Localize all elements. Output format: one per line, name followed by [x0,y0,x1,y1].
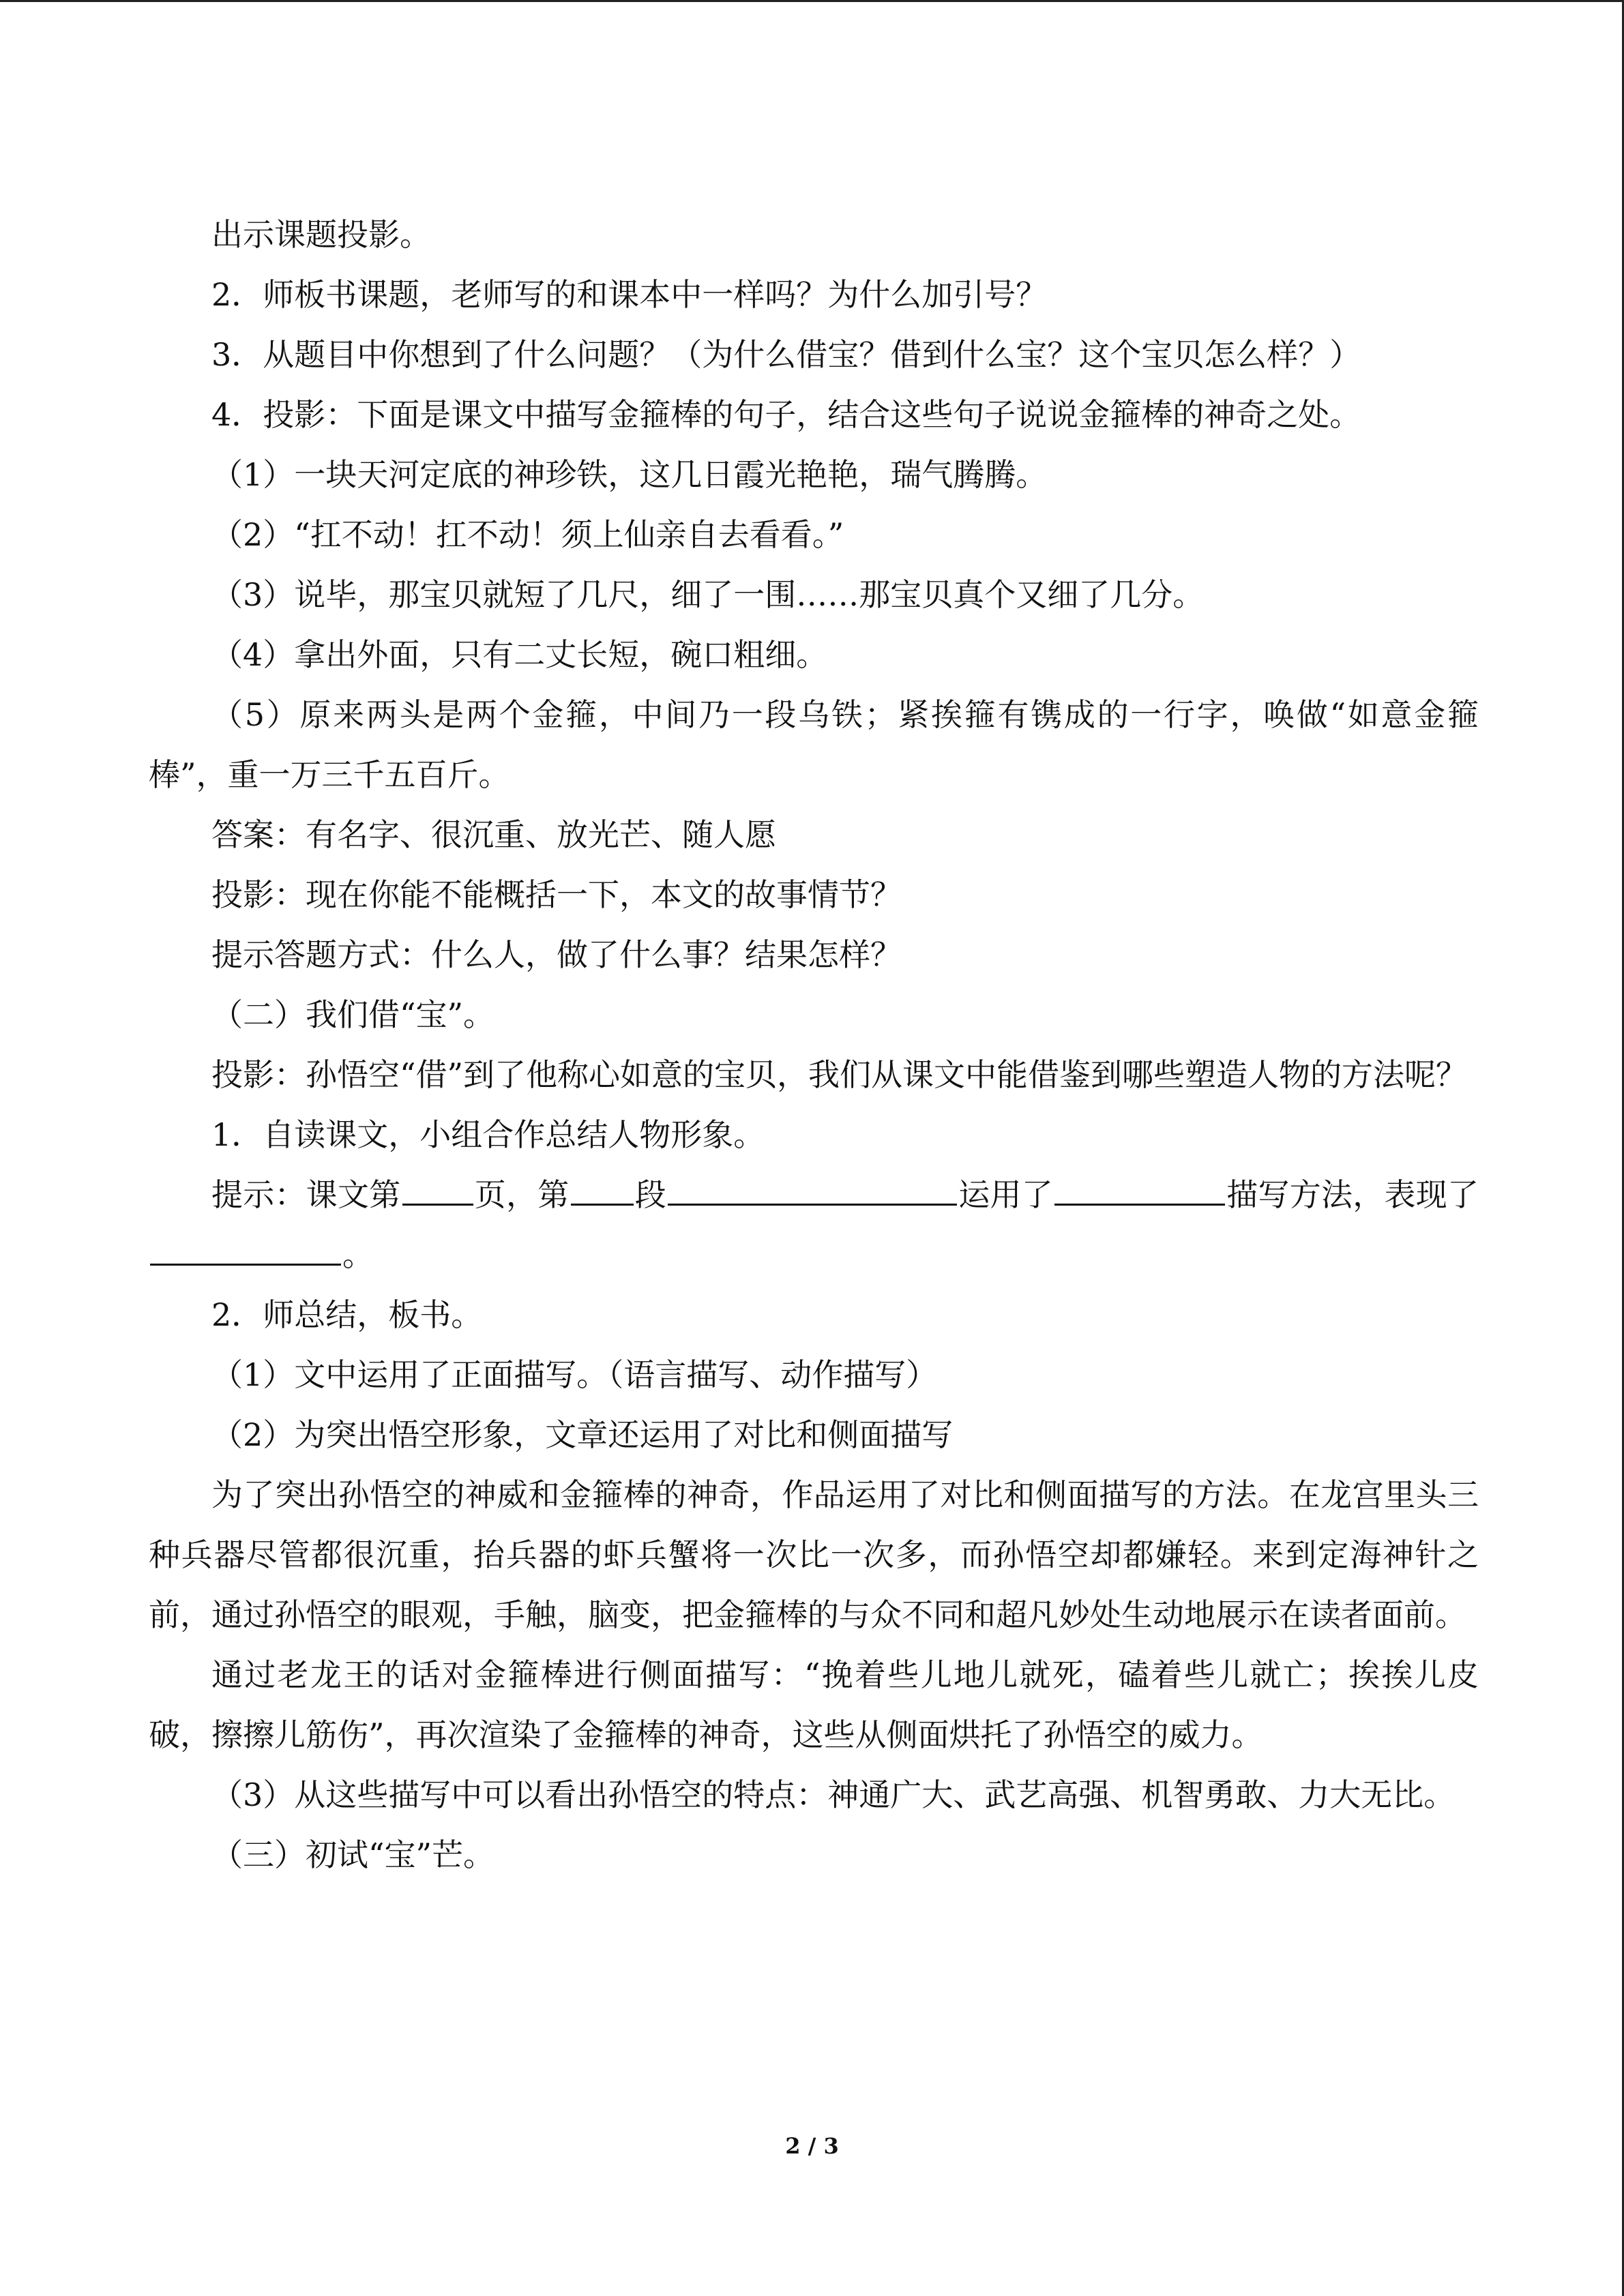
blank-line [402,1167,473,1206]
paragraph: 投影：孙悟空“借”到了他称心如意的宝贝，我们从课文中能借鉴到哪些塑造人物的方法呢？ [211,1056,1468,1093]
quote-item: （1）一块天河定底的神珍铁，这几日霞光艳艳，瑞气腾腾。 [211,456,1048,493]
paragraph: 2．师板书课题，老师写的和课本中一样吗？为什么加引号？ [211,276,1048,313]
document-body [149,205,1479,1885]
hint-text: 。 [342,1236,374,1273]
paragraph: （3）从这些描写中可以看出孙悟空的特点：神通广大、武艺高强、机智勇敢、力大无比。 [211,1776,1456,1813]
fill-in-hint [149,1165,1479,1285]
paragraph: 投影：现在你能不能概括一下，本文的故事情节？ [211,876,902,913]
paragraph: 通过老龙王的话对金箍棒进行侧面描写：“挽着些儿地儿就死，磕着些儿就亡；挨挨儿皮破，擦擦儿筋伤”，再次渲染了金箍棒的神奇，这些从侧面烘托了孙悟空的威力。 [149,1656,1479,1753]
quote-item: （4）拿出外面，只有二丈长短，碗口粗细。 [211,636,828,673]
paragraph: 出示课题投影。 [211,216,431,253]
section-heading: （三）初试“宝”芒。 [211,1836,495,1873]
paragraph: 为了突出孙悟空的神威和金箍棒的神奇，作品运用了对比和侧面描写的方法。在龙宫里头三种兵器尽管都很沉重，抬兵器的虾兵蟹将一次比一次多，而孙悟空却都嫌轻。来到定海神针之前，通过孙悟空的眼观，手触，脑变，把金箍棒的与众不同和超凡妙处生动地展示在读者面前。 [149,1476,1479,1633]
blank-line [1054,1167,1225,1206]
hint-text: 页，第 [474,1176,570,1213]
hint-text: 段 [634,1176,666,1213]
quote-item: （5）原来两头是两个金箍，中间乃一段乌铁；紧挨箍有镌成的一行字，唤做“如意金箍棒”，重一万三千五百斤。 [149,696,1479,793]
quote-item: （2）“扛不动！扛不动！须上仙亲自去看看。” [211,516,844,553]
paragraph: 4．投影：下面是课文中描写金箍棒的句子，结合这些句子说说金箍棒的神奇之处。 [211,396,1361,433]
paragraph: 提示答题方式：什么人，做了什么事？结果怎样？ [211,936,902,973]
blank-line [571,1167,634,1206]
page-border-top [0,0,1624,2]
paragraph: 2．师总结，板书。 [211,1296,483,1333]
paragraph: 1．自读课文，小组合作总结人物形象。 [211,1116,765,1153]
hint-text: 提示：课文第 [211,1176,401,1213]
paragraph: 3．从题目中你想到了什么问题？（为什么借宝？借到什么宝？这个宝贝怎么样？） [211,336,1361,373]
hint-text: 运用了 [958,1176,1053,1213]
blank-line [668,1167,957,1206]
paragraph: （1）文中运用了正面描写。（语言描写、动作描写） [211,1356,938,1393]
hint-text: 描写方法，表现了 [1226,1176,1479,1213]
blank-line [150,1227,341,1266]
section-heading: （二）我们借“宝”。 [211,996,495,1033]
page-number: 2 / 3 [785,2133,839,2159]
answer-line: 答案：有名字、很沉重、放光芒、随人愿 [211,816,776,853]
quote-item: （3）说毕，那宝贝就短了几尺，细了一围……那宝贝真个又细了几分。 [211,576,1205,613]
paragraph: （2）为突出悟空形象，文章还运用了对比和侧面描写 [211,1416,954,1453]
